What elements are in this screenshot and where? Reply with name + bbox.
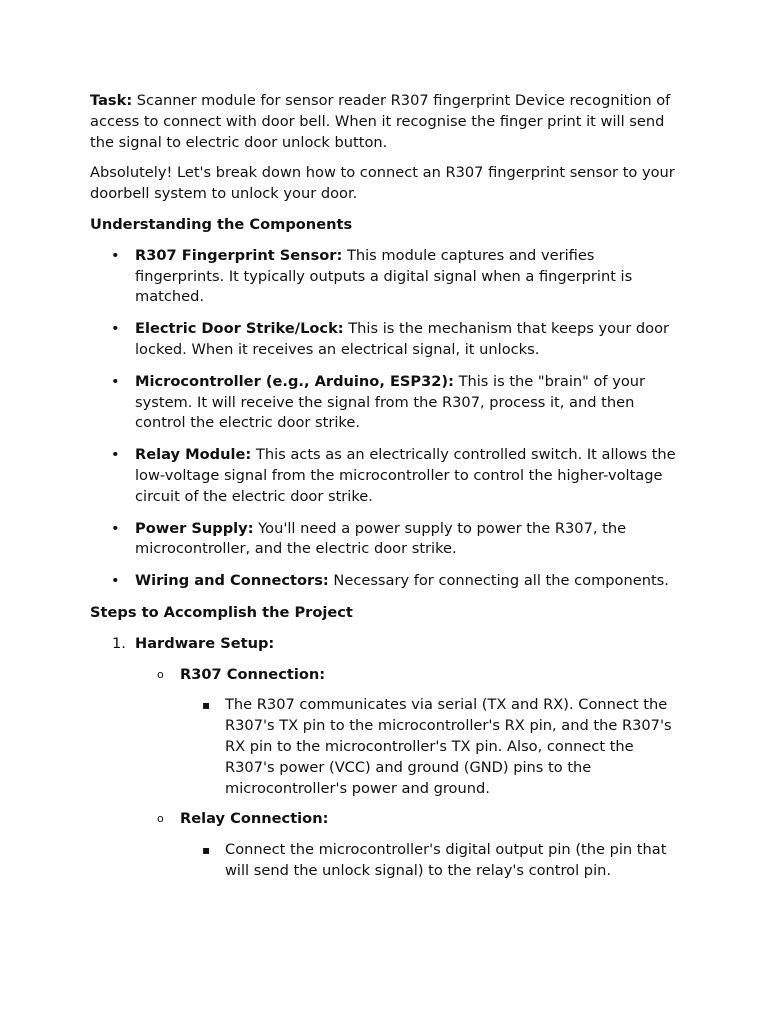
sub-item bbox=[135, 809, 680, 881]
components-heading: Understanding the Components bbox=[90, 215, 353, 233]
task-paragraph bbox=[90, 91, 680, 153]
sub-point bbox=[180, 840, 680, 882]
task-text: Scanner module for sensor reader R307 fingerprint Device recognition of access to connect with door bell. When it recognise the finger print it will send the signal to electric door unlock button. bbox=[90, 92, 671, 151]
item-text: You'll need a power supply to power the R307, the microcontroller, and the electric door strike. bbox=[135, 519, 627, 558]
item-label: Relay Module: bbox=[135, 446, 252, 464]
sub-point-text: The R307 communicates via serial (TX and RX). Connect the R307's TX pin to the microcontroller's RX pin, and the R307's RX pin to the microcontroller's TX pin. Also, connect the R307's power (VCC) and ground (GND) pins to the microcontroller's power and ground. bbox=[225, 696, 672, 797]
bullet-marker: • bbox=[111, 519, 120, 537]
list-item bbox=[90, 445, 680, 507]
sub-title: Relay Connection: bbox=[180, 810, 329, 828]
subsub-marker: ▪ bbox=[202, 843, 211, 858]
components-list bbox=[90, 246, 680, 592]
steps-list bbox=[90, 634, 680, 882]
item-text: This acts as an electrically controlled switch. It allows the low-voltage signal from the microcontroller to control the higher-voltage circuit of the electric door strike. bbox=[135, 446, 676, 505]
subsub-marker: ▪ bbox=[202, 698, 211, 713]
bullet-marker: • bbox=[111, 320, 120, 338]
item-label: Electric Door Strike/Lock: bbox=[135, 320, 344, 338]
sub-point-text: Connect the microcontroller's digital output pin (the pin that will send the unlock signal) to the relay's control pin. bbox=[225, 841, 667, 879]
steps-heading: Steps to Accomplish the Project bbox=[90, 603, 353, 621]
list-item bbox=[90, 372, 680, 434]
sub-title: R307 Connection: bbox=[180, 665, 326, 683]
list-item bbox=[90, 519, 680, 561]
sub-marker: o bbox=[157, 667, 164, 681]
sub-marker: o bbox=[157, 812, 164, 826]
item-label: Power Supply: bbox=[135, 519, 254, 537]
document-page bbox=[90, 91, 680, 892]
list-item bbox=[90, 246, 680, 308]
task-label: Task: bbox=[90, 92, 133, 109]
item-label: Microcontroller (e.g., Arduino, ESP32): bbox=[135, 372, 454, 390]
item-label: Wiring and Connectors: bbox=[135, 572, 329, 590]
intro-paragraph: Absolutely! Let's break down how to connect an R307 fingerprint sensor to your doorbell system to unlock your door. bbox=[90, 164, 675, 203]
item-text: This module captures and verifies fingerprints. It typically outputs a digital signal when a fingerprint is matched. bbox=[135, 246, 633, 306]
bullet-marker: • bbox=[111, 446, 120, 464]
bullet-marker: • bbox=[111, 246, 120, 264]
step-title: Hardware Setup: bbox=[135, 634, 275, 652]
item-text: Necessary for connecting all the components. bbox=[328, 572, 669, 590]
list-item bbox=[90, 319, 680, 361]
item-text: This is the "brain" of your system. It will receive the signal from the R307, process it, and then control the electric door strike. bbox=[135, 372, 646, 432]
step-item bbox=[90, 634, 680, 882]
sub-point bbox=[180, 695, 680, 799]
list-item bbox=[90, 571, 680, 592]
item-label: R307 Fingerprint Sensor: bbox=[135, 246, 343, 264]
step-number: 1. bbox=[112, 634, 126, 652]
bullet-marker: • bbox=[111, 572, 120, 590]
sub-item bbox=[135, 665, 680, 800]
item-text: This is the mechanism that keeps your door locked. When it receives an electrical signal, it unlocks. bbox=[135, 320, 670, 358]
bullet-marker: • bbox=[111, 372, 120, 390]
